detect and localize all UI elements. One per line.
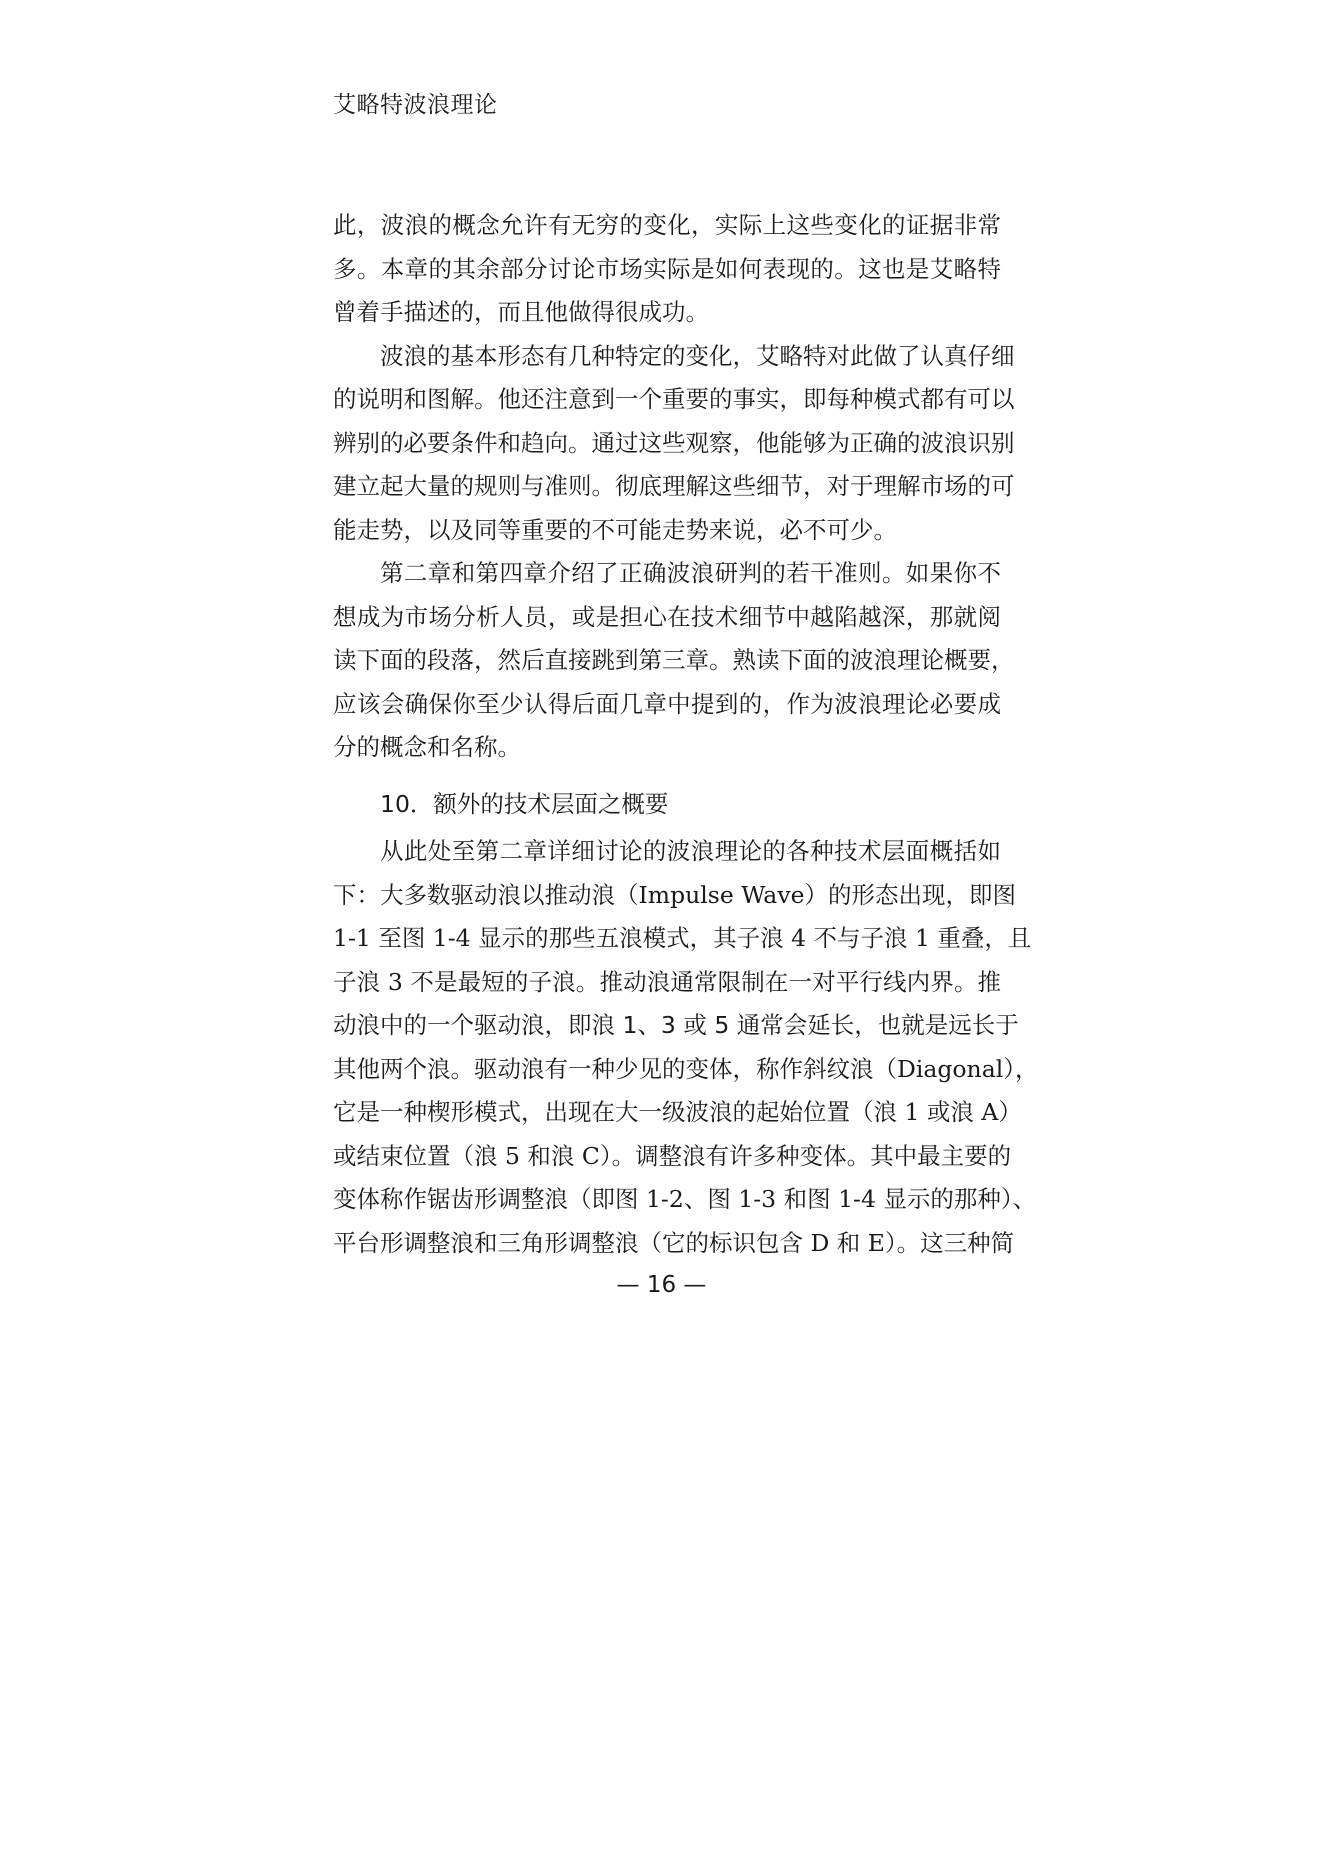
text-line: 或结束位置（浪 5 和浪 C）。调整浪有许多种变体。其中最主要的 [333, 1141, 1012, 1170]
text-line: 读下面的段落，然后直接跳到第三章。熟读下面的波浪理论概要， [333, 646, 1015, 674]
text-line: 建立起大量的规则与准则。彻底理解这些细节，对于理解市场的可 [333, 472, 1015, 500]
text-line: 多。本章的其余部分讨论市场实际是如何表现的。这也是艾略特 [333, 254, 1001, 283]
text-line: 应该会确保你至少认得后面几章中提到的，作为波浪理论必要成 [333, 689, 1001, 718]
text-line-with-emphasis [333, 1178, 1037, 1222]
text-line: 想成为市场分析人员，或是担心在技术细节中越陷越深，那就阅 [333, 602, 1001, 631]
page-number: — 16 — [616, 1272, 707, 1298]
emphasis-term: 必要条件 [403, 428, 498, 457]
text-run: 变体称作 [333, 1185, 427, 1213]
text-line: 分的概念和名称。 [333, 733, 521, 761]
emphasis-term: 趋向 [521, 428, 568, 457]
text-line: 此，波浪的概念允许有无穷的变化，实际上这些变化的证据非常 [333, 211, 1001, 239]
emphasis-term: 三角形调整浪 [497, 1228, 639, 1257]
emphasis-term: 平台形调整浪 [333, 1228, 474, 1257]
text-line: 曾着手描述的，而且他做得很成功。 [333, 298, 709, 326]
text-line-with-emphasis [333, 422, 1015, 466]
text-line: 的说明和图解。他还注意到一个重要的事实，即每种模式都有可以 [333, 385, 1015, 413]
text-line-with-emphasis [333, 1222, 1015, 1266]
text-line: 子浪 3 不是最短的子浪。推动浪通常限制在一对平行线内界。推 [333, 967, 1001, 996]
text-line-with-emphasis [333, 1004, 1019, 1048]
text-run: 和 [474, 1228, 498, 1257]
paragraph-4 [333, 830, 1039, 1265]
text-run: （即图 1-2、图 1-3 和图 1-4 显示的那种）、 [568, 1185, 1037, 1213]
text-line-with-emphasis [333, 552, 1001, 596]
text-line: 其他两个浪。驱动浪有一种少见的变体，称作斜纹浪（Diagonal）， [333, 1054, 1039, 1083]
text-line: 1-1 至图 1-4 显示的那些五浪模式，其子浪 4 不与子浪 1 重叠，且 [333, 924, 1032, 952]
text-line: 从此处至第二章详细讨论的波浪理论的各种技术层面概括如 [380, 837, 1001, 865]
text-line: 能走势，以及同等重要的不可能走势来说，必不可少。 [333, 515, 897, 544]
text-line: 下：大多数驱动浪以推动浪（Impulse Wave）的形态出现，即图 [333, 880, 1017, 909]
text-run: （它的标识包含 D 和 E）。这三种简 [638, 1228, 1015, 1257]
emphasis-term: 不 [977, 559, 1001, 587]
emphasis-term: 1、3 或 5 [622, 1011, 730, 1039]
emphasis-term: 锯齿形调整浪 [427, 1185, 568, 1213]
running-head: 艾略特波浪理论 [333, 92, 498, 118]
text-run: 通常会延长，也就是远长于 [729, 1011, 1019, 1039]
paragraph-1 [333, 204, 1001, 335]
text-line: 它是一种楔形模式，出现在大一级波浪的起始位置（浪 1 或浪 A） [333, 1098, 1022, 1126]
text-line: 波浪的基本形态有几种特定的变化，艾略特对此做了认真仔细 [380, 341, 1015, 370]
paragraph-2 [333, 335, 1015, 553]
section-heading: 10．额外的技术层面之概要 [380, 789, 669, 818]
text-run: 和 [497, 428, 521, 457]
text-run: 辨别的 [333, 428, 404, 457]
text-run: 动浪中的一个驱动浪，即浪 [333, 1011, 623, 1039]
paragraph-3 [333, 552, 1015, 770]
text-run: 。通过这些观察，他能够为正确的波浪识别 [568, 428, 1015, 457]
body-text [333, 204, 1039, 1265]
text-run: 第二章和第四章介绍了正确波浪研判的若干准则。如果你 [380, 559, 978, 587]
